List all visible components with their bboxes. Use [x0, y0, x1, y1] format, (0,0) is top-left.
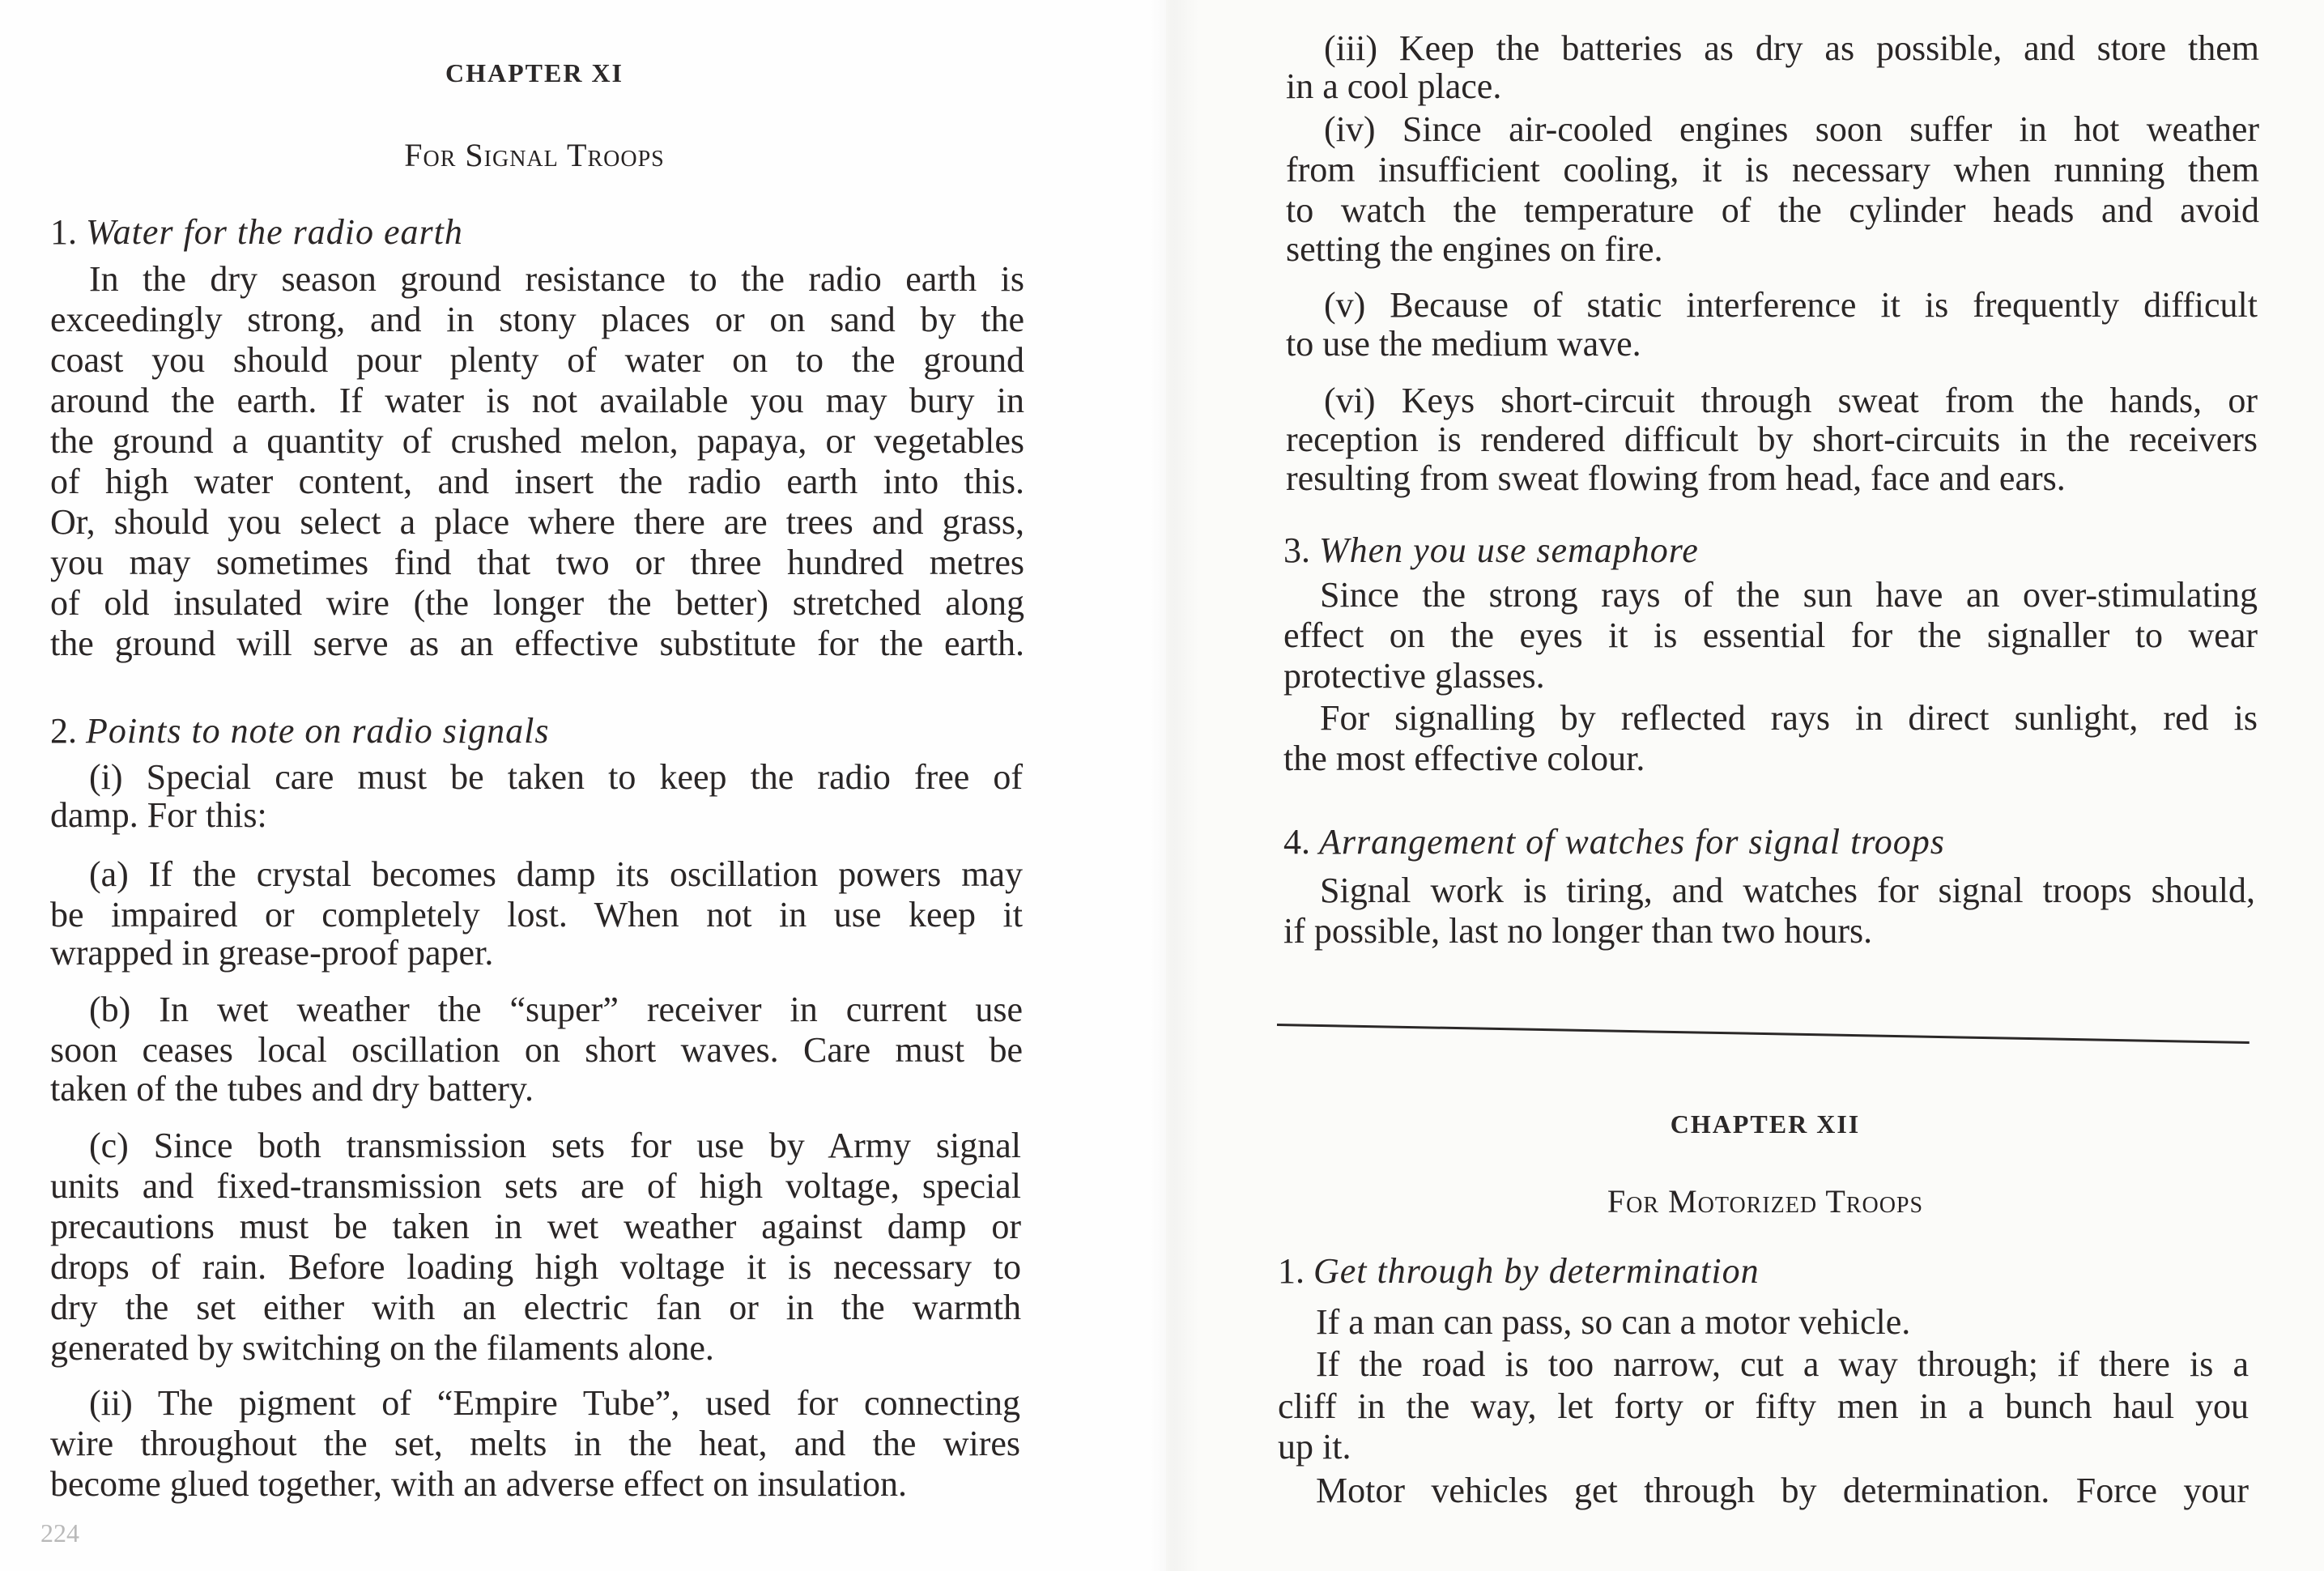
text-line: exceedingly strong, and in stony places or on sand by the — [50, 300, 1024, 339]
text-line: cliff in the way, let forty or fifty men in a bunch haul you — [1278, 1386, 2249, 1426]
text-line: you may sometimes find that two or three hundred metres — [50, 543, 1024, 582]
section-heading-text: When you use semaphore — [1319, 530, 1699, 570]
section-heading-text: Get through by determination — [1313, 1251, 1760, 1291]
text-line: of old insulated wire (the longer the better) stretched along — [50, 583, 1024, 623]
text-line: to use the medium wave. — [1286, 324, 1641, 364]
section-number: 1. — [1278, 1251, 1305, 1291]
text-line: setting the engines on fire. — [1286, 229, 1663, 269]
chapter-title: For Signal Troops — [404, 137, 665, 173]
chapter-label: CHAPTER XII — [1670, 1109, 1861, 1139]
text-line: the most effective colour. — [1283, 739, 1645, 778]
text-line: If the road is too narrow, cut a way through; if there is a — [1316, 1344, 2249, 1384]
section-number: 1. — [50, 212, 77, 252]
text-line: the ground a quantity of crushed melon, papaya, or vegetables — [50, 421, 1024, 461]
text-line: protective glasses. — [1283, 656, 1545, 696]
chapter-label: CHAPTER XI — [445, 58, 624, 87]
section-heading-text: Points to note on radio signals — [86, 711, 550, 751]
chapter-title: For Motorized Troops — [1607, 1183, 1924, 1220]
text-line: (i) Special care must be taken to keep the radio free of — [89, 757, 1023, 797]
text-line: (ii) The pigment of “Empire Tube”, used for connecting — [89, 1383, 1020, 1423]
text-line: (vi) Keys short-circuit through sweat from the hands, or — [1324, 381, 2258, 420]
text-line: effect on the eyes it is essential for the signaller to wear — [1283, 615, 2258, 655]
section-heading — [1278, 1251, 1760, 1292]
text-line: drops of rain. Before loading high voltage it is necessary to — [50, 1247, 1021, 1287]
text-line: In the dry season ground resistance to the radio earth is — [89, 259, 1024, 299]
text-line: units and fixed-transmission sets are of high voltage, special — [50, 1166, 1021, 1206]
text-line: the ground will serve as an effective substitute for the earth. — [50, 624, 1024, 663]
text-line: Motor vehicles get through by determination. Force your — [1316, 1471, 2249, 1510]
text-line: (iii) Keep the batteries as dry as possible, and store them — [1324, 28, 2259, 68]
text-line: Since the strong rays of the sun have an over-stimulating — [1320, 575, 2258, 615]
text-line: from insufficient cooling, it is necessary when running them — [1286, 150, 2259, 189]
text-line: coast you should pour plenty of water on to the ground — [50, 340, 1024, 380]
text-line: (b) In wet weather the “super” receiver in current use — [89, 990, 1023, 1029]
text-line: wire throughout the set, melts in the heat, and the wires — [50, 1424, 1020, 1463]
text-line: of high water content, and insert the radio earth into this. — [50, 462, 1024, 501]
text-line: become glued together, with an adverse effect on insulation. — [50, 1464, 907, 1504]
text-line: reception is rendered difficult by short-circuits in the receivers — [1286, 419, 2258, 459]
text-line: resulting from sweat flowing from head, face and ears. — [1286, 458, 2066, 498]
text-line: be impaired or completely lost. When not in use keep it — [50, 895, 1023, 935]
text-line: Or, should you select a place where there are trees and grass, — [50, 502, 1024, 542]
text-line: generated by switching on the filaments alone. — [50, 1328, 714, 1368]
text-line: to watch the temperature of the cylinder heads and avoid — [1286, 190, 2259, 230]
text-line: damp. For this: — [50, 795, 267, 835]
text-line: if possible, last no longer than two hours. — [1283, 911, 1873, 951]
section-number: 3. — [1283, 530, 1310, 570]
page-number: 224 — [40, 1518, 79, 1548]
text-line: If a man can pass, so can a motor vehicle. — [1316, 1302, 1911, 1342]
text-line: soon ceases local oscillation on short waves. Care must be — [50, 1030, 1023, 1070]
text-line: For signalling by reflected rays in direct sunlight, red is — [1320, 698, 2258, 738]
text-line: taken of the tubes and dry battery. — [50, 1069, 534, 1109]
section-heading-text: Water for the radio earth — [86, 212, 463, 252]
section-heading-text: Arrangement of watches for signal troops — [1319, 822, 1945, 862]
text-line: in a cool place. — [1286, 66, 1502, 106]
section-heading — [50, 212, 463, 253]
text-line: precautions must be taken in wet weather against damp or — [50, 1207, 1021, 1246]
text-line: around the earth. If water is not available you may bury in — [50, 381, 1024, 420]
text-line: (iv) Since air-cooled engines soon suffer in hot weather — [1324, 109, 2259, 149]
text-line: dry the set either with an electric fan or in the warmth — [50, 1288, 1021, 1327]
text-line: wrapped in grease-proof paper. — [50, 933, 494, 973]
section-heading — [1283, 822, 1945, 862]
section-number: 4. — [1283, 822, 1310, 862]
text-line: Signal work is tiring, and watches for signal troops should, — [1320, 871, 2255, 910]
text-line: (c) Since both transmission sets for use by Army signal — [89, 1126, 1021, 1165]
section-number: 2. — [50, 711, 77, 751]
section-heading — [50, 711, 549, 751]
text-line: (v) Because of static interference it is frequently difficult — [1324, 285, 2258, 325]
text-line: (a) If the crystal becomes damp its oscillation powers may — [89, 854, 1023, 894]
section-heading — [1283, 530, 1699, 571]
book-gutter — [1150, 0, 1198, 1571]
text-line: up it. — [1278, 1427, 1351, 1467]
